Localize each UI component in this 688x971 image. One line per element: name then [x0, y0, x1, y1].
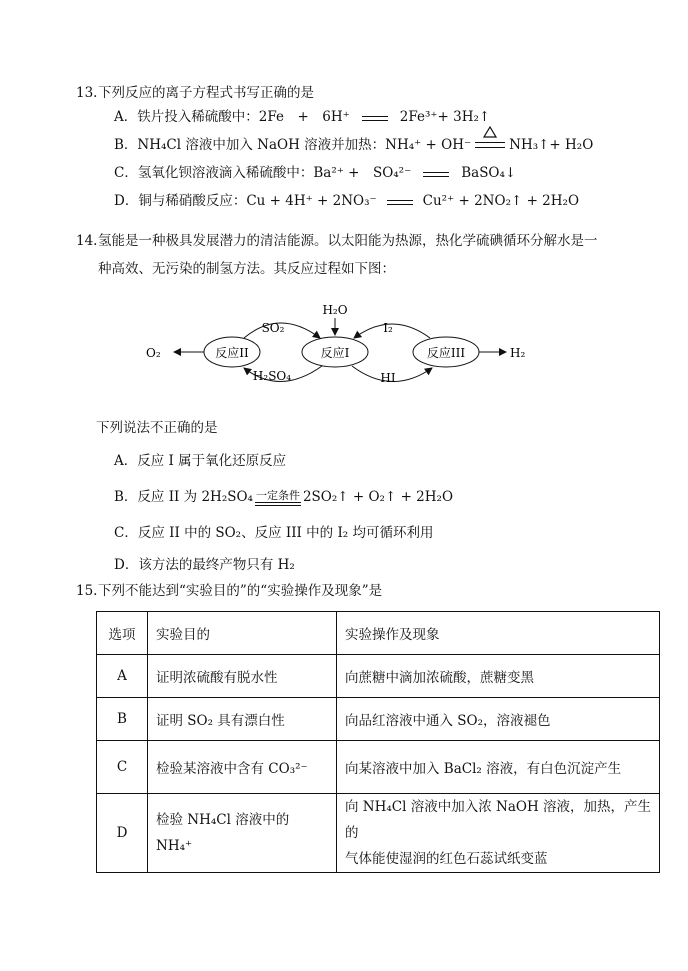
- row-goal: 检验 NH₄Cl 溶液中的 NH₄⁺: [148, 794, 337, 873]
- q14-number: 14.: [76, 233, 98, 249]
- q13-c-left: Ba²⁺ + SO₄²⁻: [313, 165, 412, 181]
- header-goal: 实验目的: [148, 612, 337, 655]
- table-row: [97, 741, 660, 794]
- q14-b-condition: 一定条件: [255, 488, 300, 502]
- header-option: 选项: [97, 612, 148, 655]
- row-operation: 向某溶液中加入 BaCl₂ 溶液，有白色沉淀产生: [337, 741, 660, 794]
- q14-stem-1: 氢能是一种极具发展潜力的清洁能源。以太阳能为热源，热化学硫碘循环分解水是一: [98, 233, 598, 249]
- q14-stem-line2: 种高效、无污染的制氢方法。其反应过程如下图：: [98, 261, 395, 277]
- q14-b-right: 2SO₂↑ + O₂↑ + 2H₂O: [302, 489, 454, 505]
- row-goal: 证明浓硫酸有脱水性: [148, 655, 337, 698]
- row-option: B: [97, 698, 148, 741]
- q13-d-right: Cu²⁺ + 2NO₂↑ + 2H₂O: [422, 193, 580, 209]
- row-operation-line2: 气体能使湿润的红色石蕊试纸变蓝: [345, 851, 548, 867]
- row-option: D: [97, 794, 148, 873]
- reaction3-label: 反应III: [426, 346, 466, 360]
- h2-label: H₂: [510, 346, 526, 360]
- q15-number: 15.: [76, 583, 98, 599]
- q14-stem-line1: [76, 231, 598, 251]
- i2-label: I₂: [383, 321, 393, 335]
- row-operation: [337, 794, 660, 873]
- table-row: [97, 698, 660, 741]
- q15-stem-line: [76, 581, 382, 601]
- q14-b-label: B．反应 II 为 2H₂SO₄: [114, 489, 253, 505]
- equals-arrow: [387, 192, 413, 212]
- q14-option-d: D．该方法的最终产物只有 H₂: [114, 557, 295, 573]
- hi-label: HI: [380, 371, 396, 385]
- table-row: [97, 794, 660, 873]
- condition-arrow: [255, 490, 301, 506]
- q14-question: 下列说法不正确的是: [96, 420, 218, 436]
- row-operation: 向蔗糖中滴加浓硫酸，蔗糖变黑: [337, 655, 660, 698]
- row-option: A: [97, 655, 148, 698]
- equals-arrow: [362, 108, 388, 128]
- q13-a-right: 2Fe³⁺+ 3H₂↑: [399, 109, 491, 125]
- h2o-label: H₂O: [322, 303, 348, 317]
- q13-option-b: [114, 135, 593, 156]
- q13-option-a: [114, 107, 490, 128]
- q13-a-left: 2Fe + 6H⁺: [258, 109, 350, 125]
- equals-arrow: [423, 164, 449, 184]
- q13-d-left: Cu + 4H⁺ + 2NO₃⁻: [246, 193, 377, 209]
- row-option: C: [97, 741, 148, 794]
- q13-option-d: [114, 191, 579, 212]
- q13-b-right: NH₃↑+ H₂O: [509, 137, 594, 153]
- row-goal: 检验某溶液中含有 CO₃²⁻: [148, 741, 337, 794]
- q15-stem: 下列不能达到“实验目的”的“实验操作及现象”是: [98, 583, 383, 599]
- row-operation-line1: 向 NH₄Cl 溶液中加入浓 NaOH 溶液，加热，产生的: [345, 799, 652, 841]
- experiment-table: [96, 611, 660, 873]
- q14-option-c: C．反应 II 中的 SO₂、反应 III 中的 I₂ 均可循环利用: [114, 525, 434, 541]
- q13-number: 13.: [76, 85, 98, 101]
- q14-option-a: A．反应 I 属于氧化还原反应: [114, 453, 287, 469]
- q13-c-right: BaSO₄↓: [461, 165, 517, 181]
- reaction2-label: 反应II: [215, 346, 249, 360]
- o2-label: O₂: [146, 346, 161, 360]
- q13-a-label: A．铁片投入稀硫酸中：: [114, 109, 259, 125]
- q13-d-label: D．铜与稀硝酸反应：: [114, 193, 247, 209]
- q13-b-left: NH₄⁺ + OH⁻: [385, 137, 472, 153]
- so2-label: SO₂: [261, 321, 285, 335]
- sulfur-iodine-cycle-diagram: [140, 298, 540, 394]
- row-goal: 证明 SO₂ 具有漂白性: [148, 698, 337, 741]
- table-row: [97, 655, 660, 698]
- heat-arrow: [475, 136, 505, 156]
- row-operation: 向品红溶液中通入 SO₂，溶液褪色: [337, 698, 660, 741]
- header-operation: 实验操作及现象: [337, 612, 660, 655]
- q13-stem: 下列反应的离子方程式书写正确的是: [98, 85, 314, 101]
- heat-triangle-icon: [483, 126, 497, 138]
- reaction1-label: 反应I: [320, 346, 350, 360]
- q14-option-b: [114, 487, 453, 507]
- q13-c-label: C．氢氧化钡溶液滴入稀硫酸中：: [114, 165, 314, 181]
- q13-stem-line: [76, 83, 314, 103]
- q13-b-label: B．NH₄Cl 溶液中加入 NaOH 溶液并加热：: [114, 137, 386, 153]
- q13-option-c: [114, 163, 516, 184]
- table-header-row: [97, 612, 660, 655]
- h2so4-label: H₂SO₄: [252, 369, 292, 383]
